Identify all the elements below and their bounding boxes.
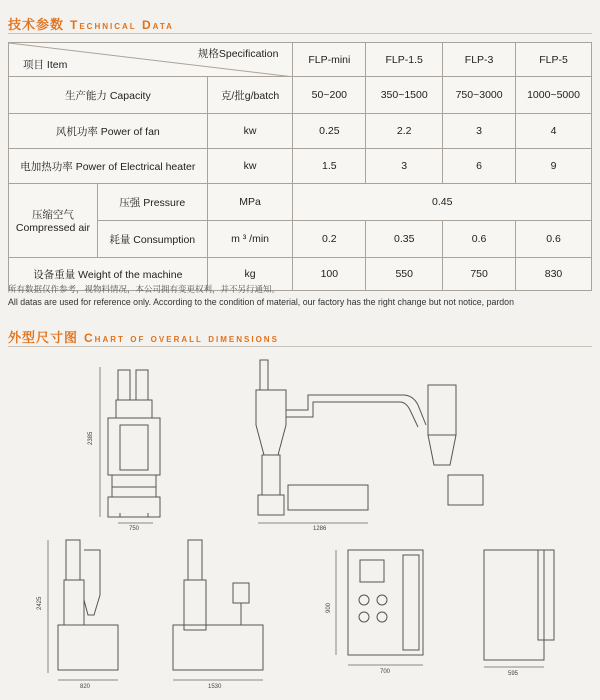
dim-label: 595 <box>508 671 519 677</box>
row-label: 压强 Pressure <box>97 184 207 221</box>
dimensions-title-en: Chart of overall dimensions <box>84 331 279 345</box>
row-unit: kg <box>207 258 293 291</box>
cell-value: 830 <box>516 258 592 291</box>
cell-value: 0.2 <box>293 221 366 258</box>
technical-title-cn: 技术参数 <box>8 17 65 32</box>
cell-value: 550 <box>366 258 443 291</box>
row-unit: kw <box>207 114 293 149</box>
row-unit: kw <box>207 149 293 184</box>
table-row <box>9 114 592 149</box>
row-unit: 克/批g/batch <box>207 77 293 114</box>
drawing-view-3 <box>48 540 118 680</box>
row-unit: m ³ /min <box>207 221 293 258</box>
cell-value: 0.35 <box>366 221 443 258</box>
drawing-side-view <box>256 360 483 523</box>
air-group-en: Compressed air <box>15 222 90 234</box>
table-row <box>9 184 592 221</box>
spec-header: 规格Specification <box>197 48 279 60</box>
cell-value: 2.2 <box>366 114 443 149</box>
section-divider <box>8 346 592 347</box>
cell-value: 750 <box>443 258 516 291</box>
technical-title-en: Technical Data <box>70 18 174 32</box>
section-divider <box>8 33 592 34</box>
drawing-view-6 <box>484 550 554 667</box>
cell-value: 6 <box>443 149 516 184</box>
cell-value: 0.6 <box>443 221 516 258</box>
drawing-control-cabinet <box>336 550 423 665</box>
spec-table <box>8 42 592 291</box>
model-header: FLP-mini <box>293 43 366 77</box>
cell-value: 1000~5000 <box>516 77 592 114</box>
note-english: All datas are used for reference only. According to the condition of material, our factory has the right change but not notice, pardon <box>8 297 514 307</box>
dim-label: 1286 <box>313 526 327 532</box>
cell-value: 3 <box>366 149 443 184</box>
drawing-front-view <box>100 367 160 523</box>
dim-label: 2425 <box>37 596 43 610</box>
dimensions-title-cn: 外型尺寸图 <box>8 330 79 345</box>
drawing-view-4 <box>173 540 263 680</box>
item-header: 项目 Item <box>23 59 68 71</box>
model-header: FLP-1.5 <box>366 43 443 77</box>
dim-label: 820 <box>80 684 91 690</box>
cell-value: 0.6 <box>516 221 592 258</box>
cell-value: 4 <box>516 114 592 149</box>
cell-value: 100 <box>293 258 366 291</box>
cell-value: 0.45 <box>293 184 592 221</box>
row-label: 生产能力 Capacity <box>9 77 208 114</box>
technical-data-title <box>8 14 174 33</box>
table-header-row <box>9 43 592 77</box>
header-diagonal-cell <box>9 43 293 77</box>
air-group-cn: 压缩空气 <box>31 209 74 221</box>
dim-label: 1530 <box>208 684 222 690</box>
cell-value: 9 <box>516 149 592 184</box>
row-label: 耗量 Consumption <box>97 221 207 258</box>
dimensions-title <box>8 327 279 346</box>
model-header: FLP-3 <box>443 43 516 77</box>
cell-value: 0.25 <box>293 114 366 149</box>
note-chinese: 所有数据仅作参考，视物料情况，本公司拥有变更权利，并不另行通知。 <box>8 284 281 294</box>
model-header: FLP-5 <box>516 43 592 77</box>
dim-label: 750 <box>129 526 140 532</box>
cell-value: 50~200 <box>293 77 366 114</box>
cell-value: 350~1500 <box>366 77 443 114</box>
cell-value: 750~3000 <box>443 77 516 114</box>
dim-label: 2385 <box>88 431 94 445</box>
dim-label: 700 <box>380 669 391 675</box>
table-row <box>9 77 592 114</box>
cell-value: 1.5 <box>293 149 366 184</box>
dim-label: 900 <box>326 602 332 613</box>
table-row <box>9 149 592 184</box>
row-label: 风机功率 Power of fan <box>9 114 208 149</box>
row-label: 电加热功率 Power of Electrical heater <box>9 149 208 184</box>
dimension-drawings <box>8 355 592 695</box>
cell-value: 3 <box>443 114 516 149</box>
compressed-air-group <box>9 184 98 258</box>
row-label: 设备重量 Weight of the machine <box>9 258 208 291</box>
row-unit: MPa <box>207 184 293 221</box>
